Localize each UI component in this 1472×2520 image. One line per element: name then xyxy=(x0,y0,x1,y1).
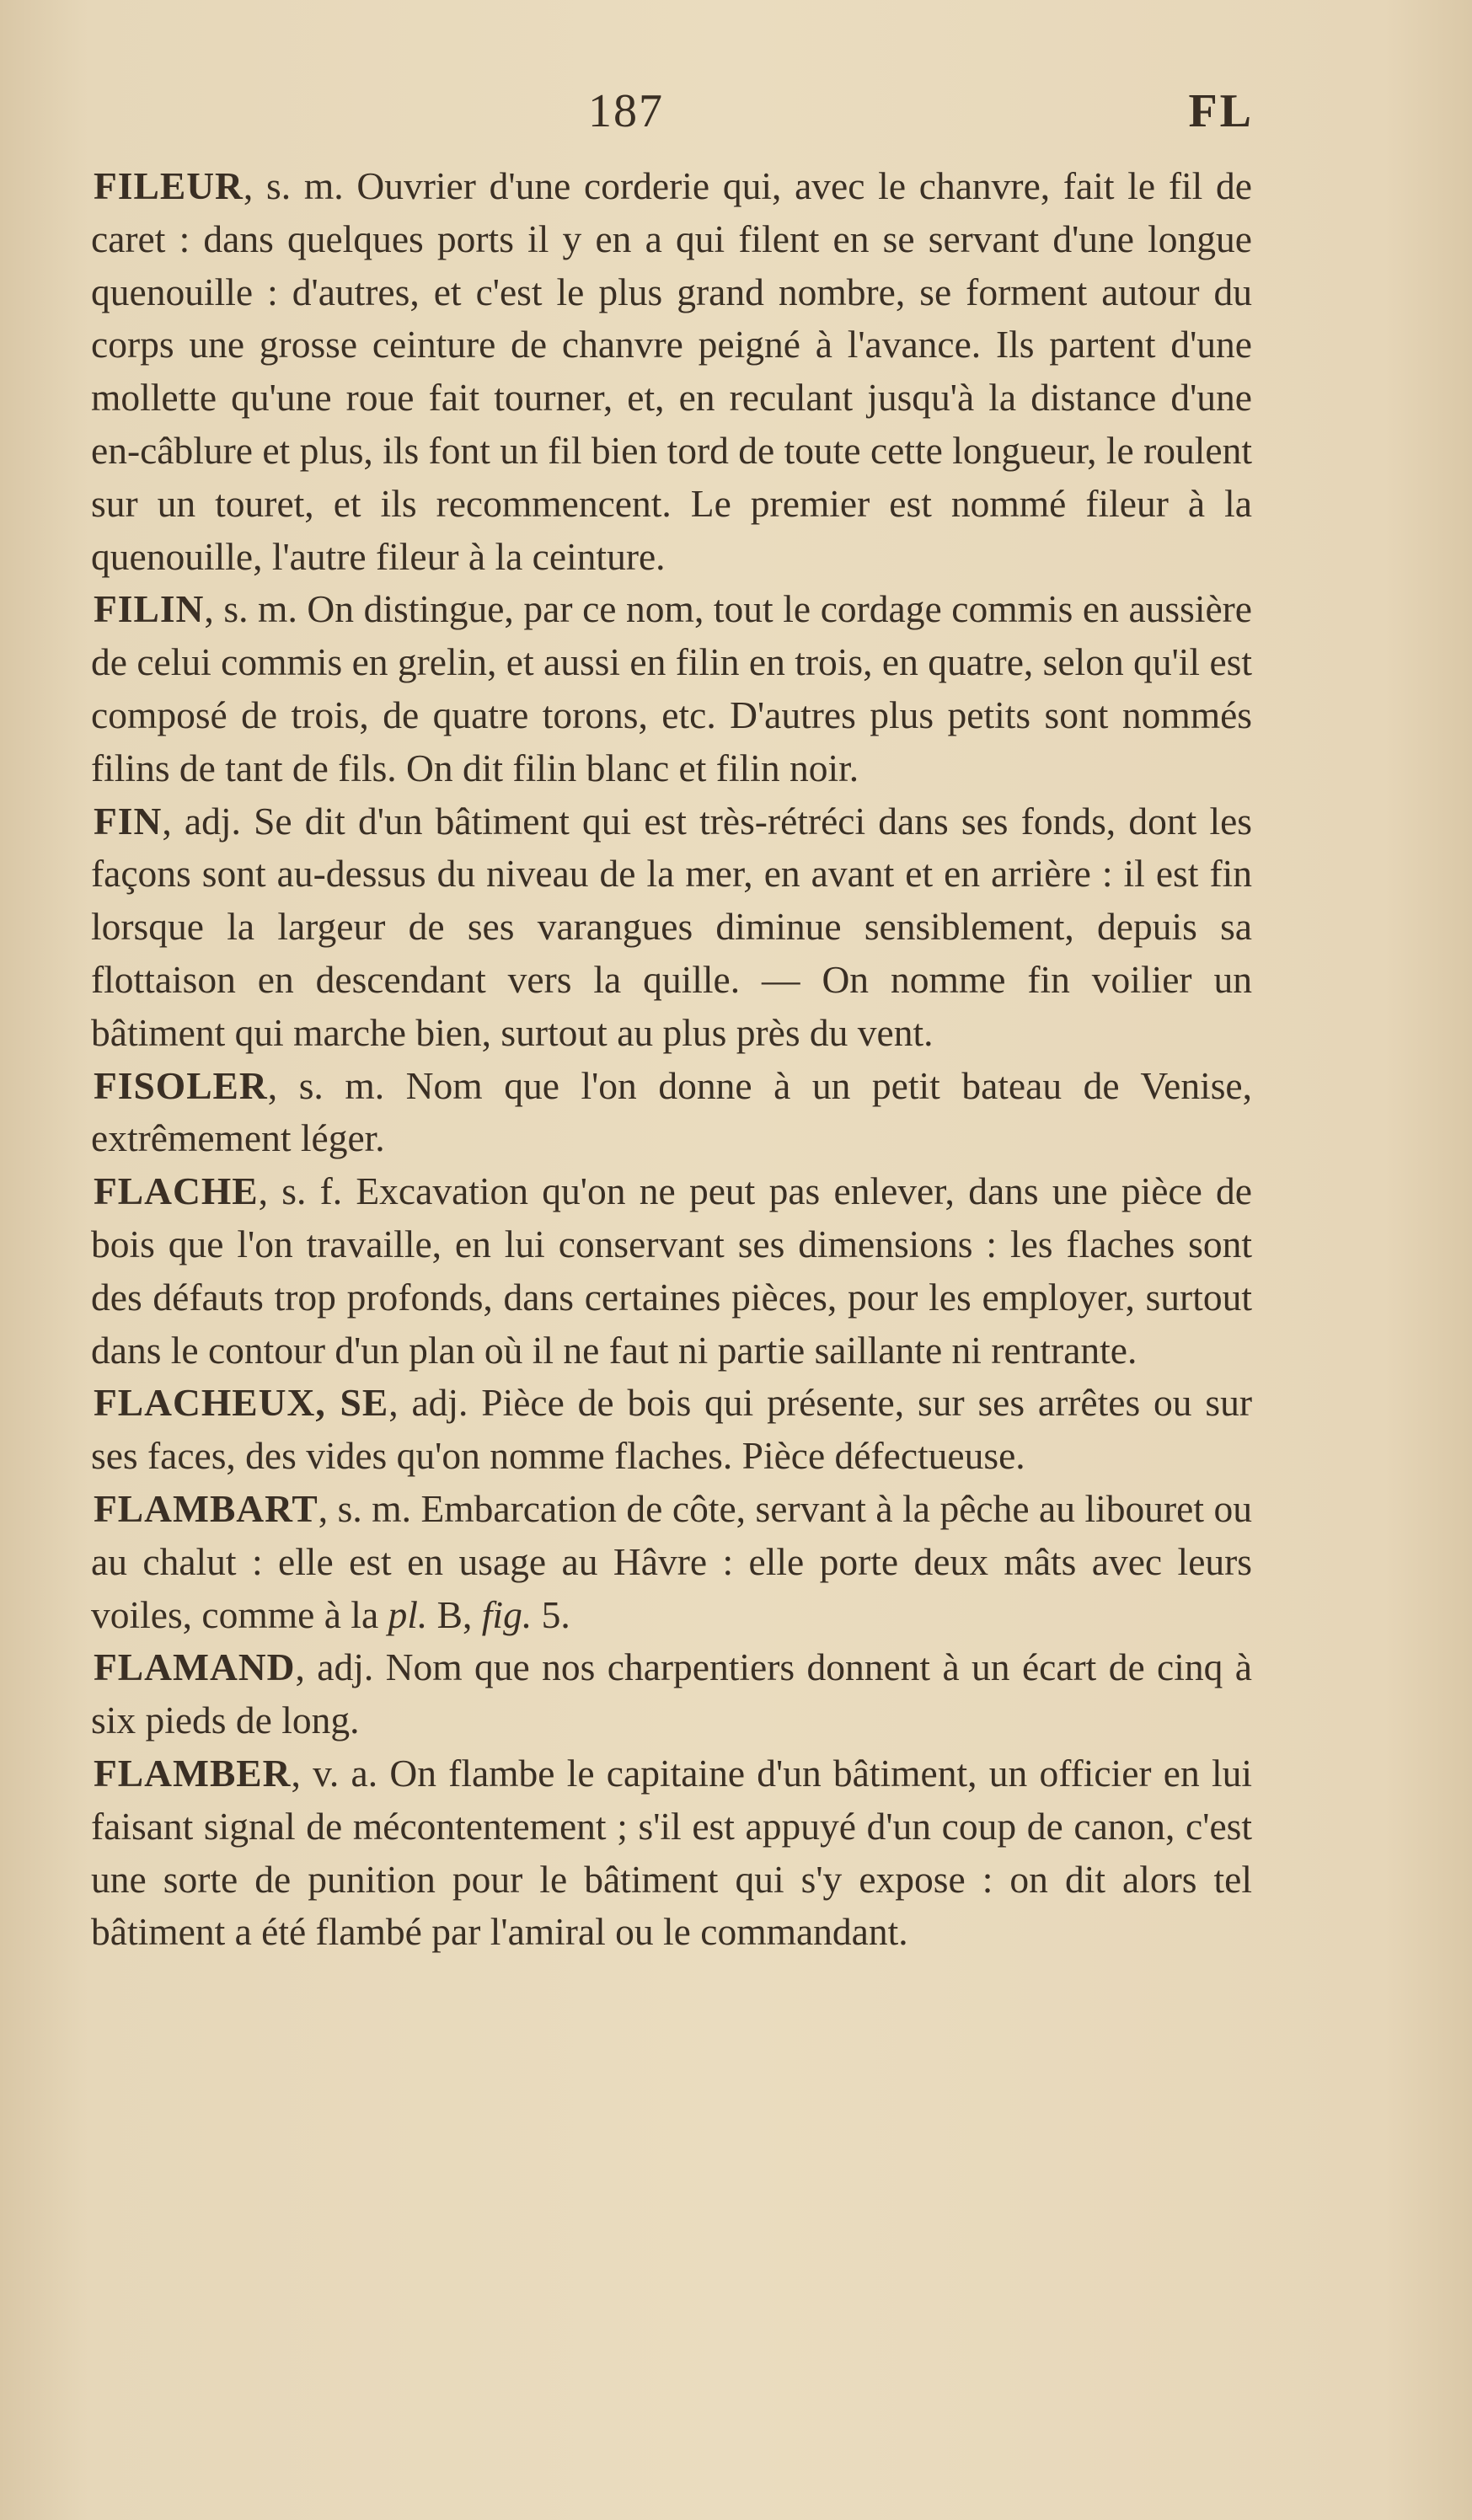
grammar-tag: , adj. xyxy=(295,1645,374,1689)
definition: Pièce de bois qui présente, sur ses arrêtes ou sur ses faces, des vides qu'on nomme flaches. Pièce défectueuse. xyxy=(91,1381,1252,1478)
definition: Embarcation de côte, servant à la pêche au libouret ou au chalut : elle est en usage au Hâvre : elle porte deux mâts avec leurs voiles, comme à la xyxy=(91,1486,1252,1636)
definition: On distingue, par ce nom, tout le cordage commis en aussière de celui commis en grelin, et aussi en filin en trois, en quatre, selon qu'il est composé de trois, de quatre torons, etc. D'autres plus petits sont nommés filins de tant de fils. On dit filin blanc et filin noir. xyxy=(91,587,1252,789)
definition: Ouvrier d'une corderie qui, avec le chanvre, fait le fil de caret : dans quelques ports il y en a qui filent en se servant d'une longue quenouille : d'autres, et c'est le plus grand nombre, se forment autour du corps une grosse ceinture de chanvre peigné à l'avance. Ils partent d'une mollette qu'une roue fait tourner, et, en reculant jusqu'à la distance d'une en-câblure et plus, ils font un fil bien tord de toute cette longueur, le roulent sur un touret, et ils recommencent. Le premier est nommé fileur à la quenouille, l'autre fileur à la ceinture. xyxy=(91,164,1252,578)
definition: Excavation qu'on ne peut pas enlever, dans une pièce de bois que l'on travaille, en lui conservant ses dimensions : les flaches sont des défauts trop profonds, dans certaines pièces, pour les employer, surtout dans le contour d'un plan où il ne faut ni partie saillante ni rentrante. xyxy=(91,1169,1252,1372)
headword: FLACHE xyxy=(94,1169,259,1213)
figure-ref: fig. xyxy=(481,1592,533,1636)
headword: FLAMBER xyxy=(94,1751,292,1795)
grammar-tag: , adj. xyxy=(162,799,241,843)
definition: On flambe le capitaine d'un bâtiment, un officier en lui faisant signal de mécontentement ; s'il est appuyé d'un coup de canon, c'est une sorte de punition pour le bâtiment qui s'y expose : on dit alors tel bâtiment a été flambé par l'amiral ou le commandant. xyxy=(91,1751,1252,1954)
figure-number: 5. xyxy=(532,1592,570,1636)
headword: FIN xyxy=(94,799,163,843)
headword: FILIN xyxy=(94,587,205,631)
entry-flache xyxy=(91,1165,1252,1377)
dictionary-text xyxy=(91,160,1252,1959)
definition: Nom que l'on donne à un petit bateau de Venise, extrêmement léger. xyxy=(91,1063,1252,1160)
headword: FISOLER xyxy=(94,1063,268,1107)
running-header xyxy=(91,84,1254,160)
grammar-tag: , v. a. xyxy=(291,1751,378,1795)
grammar-tag: , s. m. xyxy=(267,1063,385,1107)
entry-fin xyxy=(91,795,1252,1060)
section-marker: FL xyxy=(1188,85,1254,137)
entry-flambart xyxy=(91,1483,1252,1641)
headword: FLAMAND xyxy=(94,1645,296,1689)
entry-flamand xyxy=(91,1641,1252,1747)
entry-fileur xyxy=(91,160,1252,583)
plate-letter: B, xyxy=(427,1592,482,1636)
definition: Nom que nos charpentiers donnent à un écart de cinq à six pieds de long. xyxy=(91,1645,1252,1742)
headword: FILEUR xyxy=(94,164,244,207)
grammar-tag: , s. m. xyxy=(204,587,297,631)
page-number: 187 xyxy=(588,85,664,137)
grammar-tag: , s. m. xyxy=(243,164,344,207)
entry-flacheux xyxy=(91,1377,1252,1483)
grammar-tag: , adj. xyxy=(388,1381,468,1425)
definition: Se dit d'un bâtiment qui est très-rétréci dans ses fonds, dont les façons sont au-dessus du niveau de la mer, en avant et en arrière : il est fin lorsque la largeur de ses varangues diminue sensiblement, depuis sa flottaison en descendant vers la quille. — On nomme fin voilier un bâtiment qui marche bien, surtout au plus près du vent. xyxy=(91,799,1252,1054)
entry-fisoler xyxy=(91,1060,1252,1166)
headword: FLAMBART xyxy=(94,1486,318,1530)
grammar-tag: , s. m. xyxy=(318,1486,411,1530)
entry-flamber xyxy=(91,1747,1252,1959)
plate-ref: pl. xyxy=(388,1592,428,1636)
entry-filin xyxy=(91,583,1252,795)
headword: FLACHEUX, SE xyxy=(94,1381,389,1425)
grammar-tag: , s. f. xyxy=(258,1169,343,1213)
